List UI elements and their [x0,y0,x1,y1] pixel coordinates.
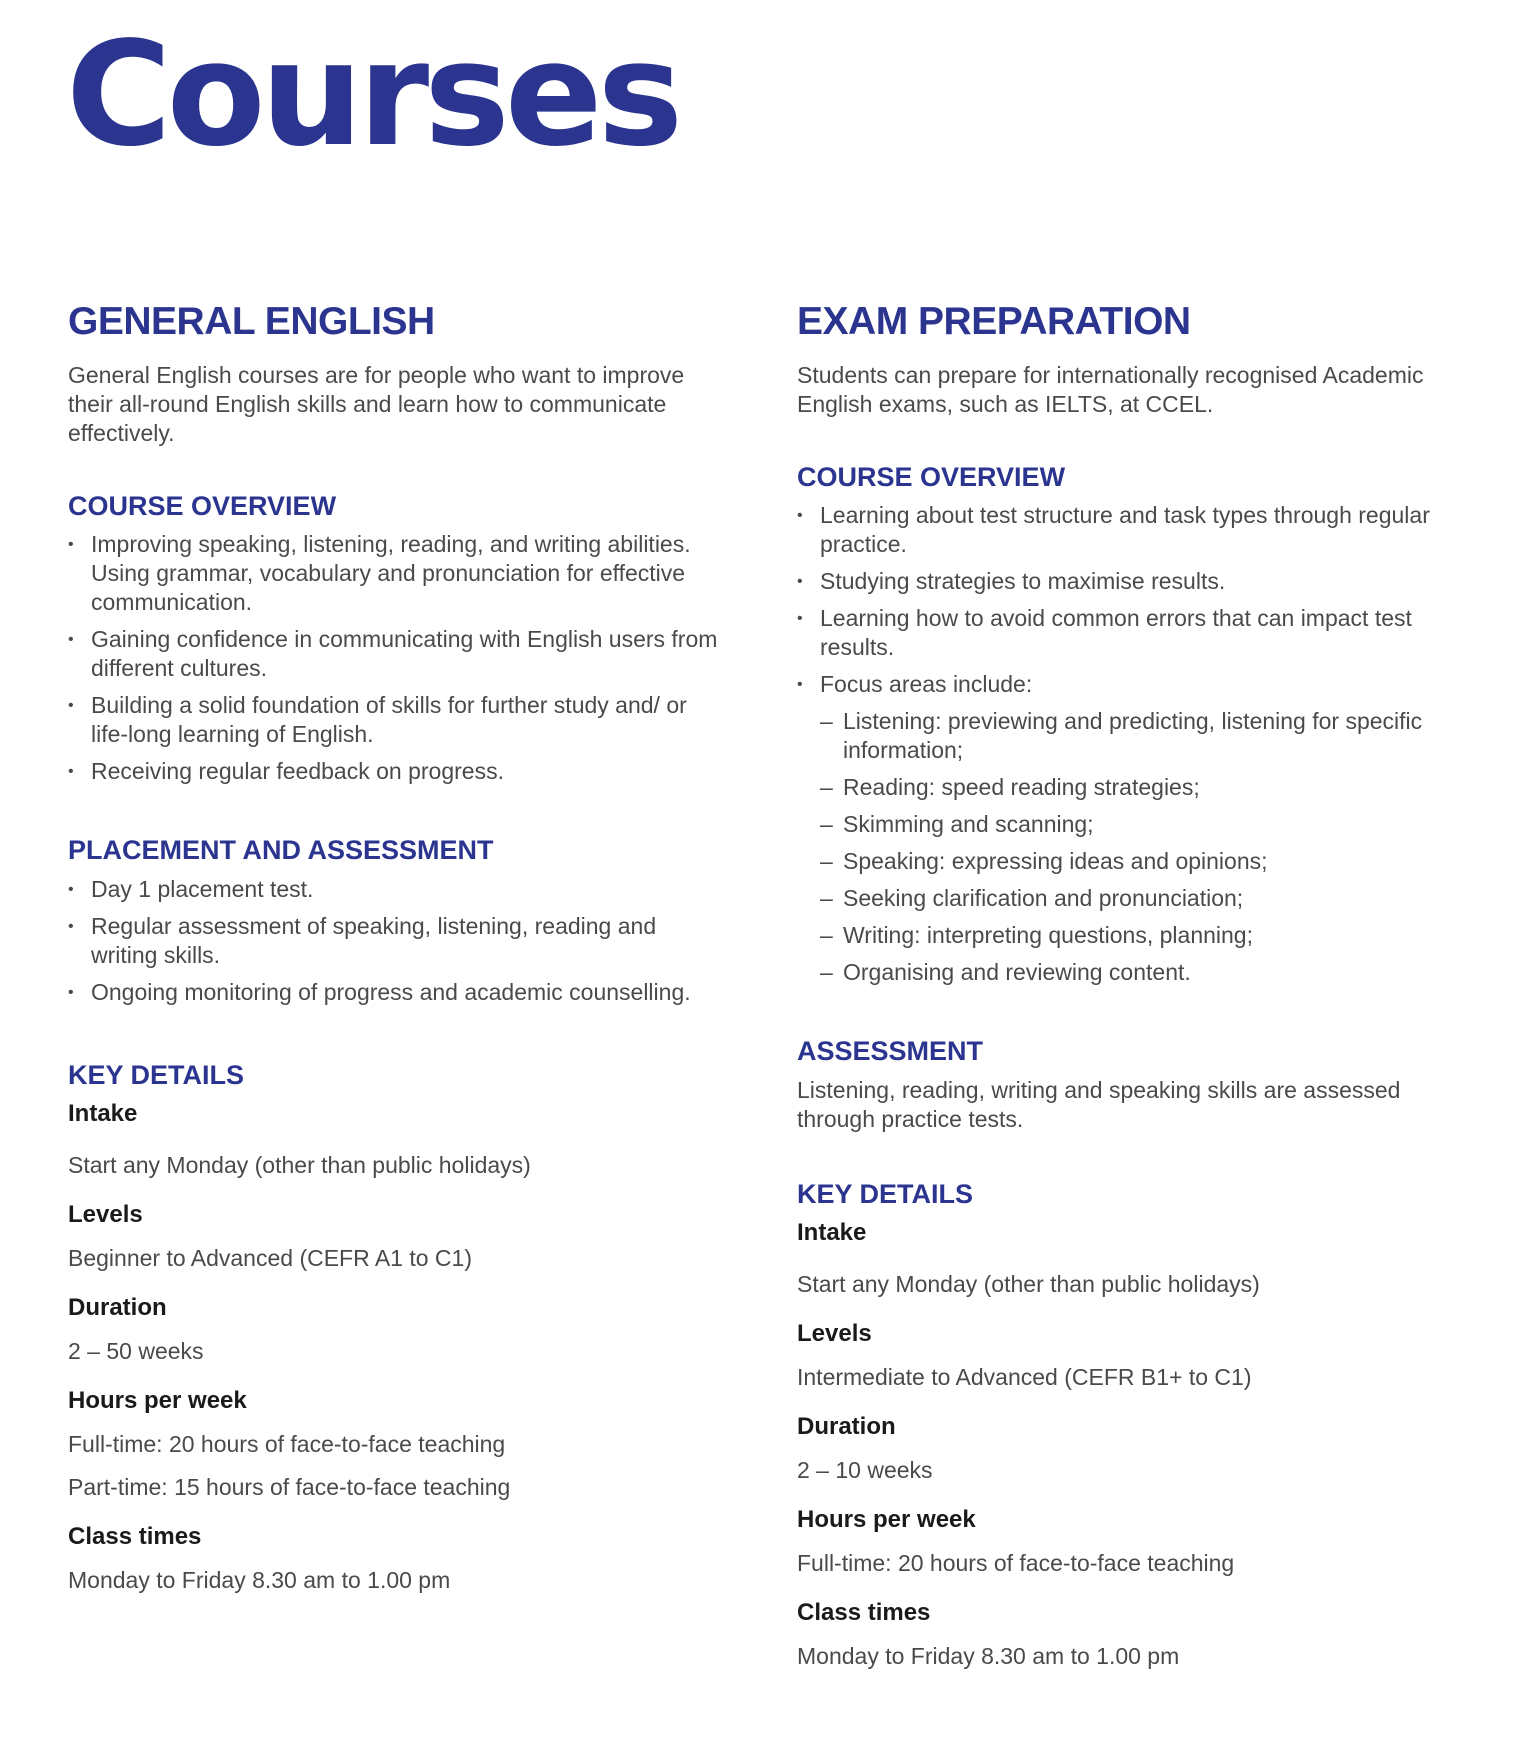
general-levels-value: Beginner to Advanced (CEFR A1 to C1) [68,1245,472,1272]
list-item: • Studying strategies to maximise results. [797,567,1477,596]
list-item: • Gaining confidence in communicating with English users from different cultures. [68,625,718,683]
list-item [797,670,1477,987]
exam-intake-label: Intake [797,1219,867,1247]
focus-areas-label: Focus areas include: [820,671,1033,698]
general-hours-label: Hours per week [68,1387,247,1415]
general-hours-fulltime: Full-time: 20 hours of face-to-face teaching [68,1431,506,1458]
exam-class-times-value: Monday to Friday 8.30 am to 1.00 pm [797,1643,1180,1670]
exam-overview-list [797,501,1477,987]
exam-preparation-heading: EXAM PREPARATION [797,300,1191,343]
list-item: • Ongoing monitoring of progress and academic counselling. [68,978,718,1007]
list-item: – Writing: interpreting questions, planning; [820,921,1477,950]
list-item: • Day 1 placement test. [68,875,718,904]
exam-hours-fulltime: Full-time: 20 hours of face-to-face teaching [797,1550,1235,1577]
exam-overview-heading: COURSE OVERVIEW [797,461,1066,492]
general-overview-heading: COURSE OVERVIEW [68,490,337,521]
list-item: • Regular assessment of speaking, listening, reading and writing skills. [68,912,718,970]
general-class-times-value: Monday to Friday 8.30 am to 1.00 pm [68,1567,451,1594]
list-item: – Speaking: expressing ideas and opinions; [820,847,1477,876]
list-item: – Reading: speed reading strategies; [820,773,1477,802]
general-overview-list [68,530,718,786]
exam-preparation-column [797,300,1477,1691]
exam-intake-value: Start any Monday (other than public holidays) [797,1271,1260,1298]
list-item: – Organising and reviewing content. [820,958,1477,987]
general-class-times-label: Class times [68,1523,202,1551]
list-item: – Listening: previewing and predicting, listening for specific information; [820,707,1477,765]
general-key-details-heading: KEY DETAILS [68,1059,245,1090]
page-title: Courses [66,10,679,178]
exam-levels-label: Levels [797,1320,872,1348]
general-duration-label: Duration [68,1294,167,1322]
general-levels-label: Levels [68,1201,143,1229]
general-english-column [68,300,718,1615]
placement-heading: PLACEMENT AND ASSESSMENT [68,835,494,866]
list-item: – Seeking clarification and pronunciation; [820,884,1477,913]
general-duration-value: 2 – 50 weeks [68,1338,204,1365]
exam-key-details-heading: KEY DETAILS [797,1178,974,1209]
list-item: • Learning how to avoid common errors that can impact test results. [797,604,1477,662]
exam-levels-value: Intermediate to Advanced (CEFR B1+ to C1) [797,1364,1252,1391]
list-item: • Improving speaking, listening, reading, and writing abilities. Using grammar, vocabulary and pronunciation for effective communication. [68,530,718,617]
exam-hours-label: Hours per week [797,1506,976,1534]
general-hours-parttime: Part-time: 15 hours of face-to-face teaching [68,1474,511,1501]
general-english-heading: GENERAL ENGLISH [68,300,435,343]
general-intake-label: Intake [68,1100,138,1128]
assessment-heading: ASSESSMENT [797,1036,984,1067]
exam-class-times-label: Class times [797,1599,931,1627]
list-item: • Receiving regular feedback on progress. [68,757,718,786]
general-english-intro: General English courses are for people who want to improve their all-round English skills and learn how to communicate effectively. [68,361,685,446]
exam-duration-label: Duration [797,1413,896,1441]
exam-duration-value: 2 – 10 weeks [797,1457,933,1484]
assessment-text: Listening, reading, writing and speaking skills are assessed through practice tests. [797,1076,1401,1132]
placement-list [68,875,718,1007]
list-item: • Building a solid foundation of skills for further study and/ or life-long learning of English. [68,691,718,749]
list-item: – Skimming and scanning; [820,810,1477,839]
focus-areas-list [820,707,1477,987]
list-item: • Learning about test structure and task types through regular practice. [797,501,1477,559]
general-intake-value: Start any Monday (other than public holidays) [68,1152,531,1179]
exam-preparation-intro: Students can prepare for internationally recognised Academic English exams, such as IELTS, at CCEL. [797,361,1424,417]
